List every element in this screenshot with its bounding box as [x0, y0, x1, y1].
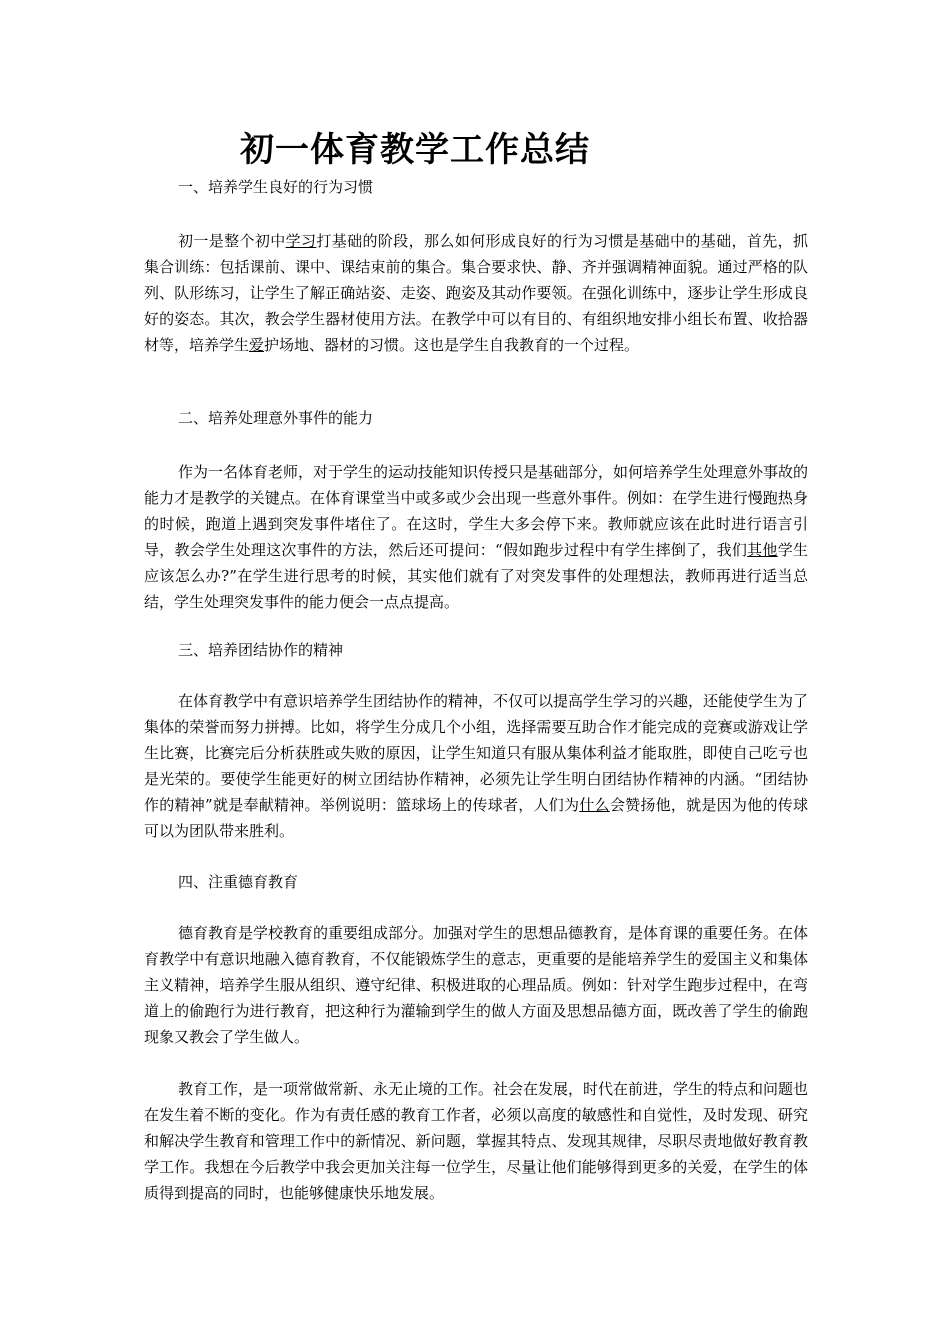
link-ai[interactable]: 爱	[249, 336, 265, 354]
text: 会赞扬他，就是因为他的传球可以为团队带来胜利。	[144, 796, 808, 840]
section-4-heading: 四、注重德育教育	[178, 873, 299, 891]
text: 初一是整个初中	[178, 232, 286, 250]
text: 护场地、器材的习惯。这也是学生自我教育的一个过程。	[264, 336, 640, 354]
closing-paragraph: 教育工作，是一项常做常新、永无止境的工作。社会在发展，时代在前进，学生的特点和问题也在发生着不断的变化。作为有责任感的教育工作者，必须以高度的敏感性和自觉性，及时发现、研究和解决学生教育和管理工作中的新情况、新问题，掌握其特点、发现其规律，尽职尽责地做好教育教学工作。我想在今后教学中我会更加关注每一位学生，尽量让他们能够得到更多的关爱，在学生的体质得到提高的同时，也能够健康快乐地发展。	[144, 1080, 809, 1202]
section-2-paragraph	[144, 459, 808, 615]
text: 在体育教学中有意识培养学生团结协作的精神，不仅可以提高学生学习的兴趣，还能使学生为了集体的荣誉而努力拼搏。比如，将学生分成几个小组，选择需要互助合作才能完成的竞赛或游戏让学生比赛，比赛完后分析获胜或失败的原因，让学生知道只有服从集体利益才能取胜，即使自己吃亏也是光荣的。要使学生能更好的树立团结协作精神，必须先让学生明白团结协作精神的内涵。“团结协作的精神”就是奉献精神。举例说明：篮球场上的传球者，人们为	[144, 692, 809, 814]
section-4-paragraph: 德育教育是学校教育的重要组成部分。加强对学生的思想品德教育，是体育课的重要任务。在体育教学中有意识地融入德育教育，不仅能锻炼学生的意志，更重要的是能培养学生的爱国主义和集体主义精神，培养学生服从组织、遵守纪律、积极进取的心理品质。例如：针对学生跑步过程中，在弯道上的偷跑行为进行教育，把这种行为灌输到学生的做人方面及思想品德方面，既改善了学生的偷跑现象又教会了学生做人。	[144, 924, 809, 1046]
section-3-heading: 三、培养团结协作的精神	[178, 641, 344, 659]
link-qita[interactable]: 其他	[747, 541, 778, 559]
text: 打基础的阶段，那么如何形成良好的行为习惯是基础中的基础，首先，抓集合训练：包括课前、课中、课结束前的集合。集合要求快、静、齐并强调精神面貌。通过严格的队列、队形练习，让学生了解正确站姿、走姿、跑姿及其动作要领。在强化训练中，逐步让学生形成良好的姿态。其次，教会学生器材使用方法。在教学中可以有目的、有组织地安排小组长布置、收拾器材等，培养学生	[144, 232, 808, 354]
document-title: 初一体育教学工作总结	[240, 130, 590, 170]
text: 学生应该怎么办?”在学生进行思考的时候，其实他们就有了对突发事件的处理想法，教师再进行适当总结，学生处理突发事件的能力便会一点点提高。	[144, 541, 808, 611]
link-shenme[interactable]: 什么	[579, 796, 610, 814]
section-1-heading: 一、培养学生良好的行为习惯	[178, 178, 374, 196]
section-2-heading: 二、培养处理意外事件的能力	[178, 409, 374, 427]
link-xuexi[interactable]: 学习	[285, 232, 317, 250]
section-3-paragraph	[144, 688, 808, 844]
section-1-paragraph	[144, 228, 808, 358]
text: 作为一名体育老师，对于学生的运动技能知识传授只是基础部分，如何培养学生处理意外事故的能力才是教学的关键点。在体育课堂当中或多或少会出现一些意外事件。例如：在学生进行慢跑热身的时候，跑道上遇到突发事件堵住了。在这时，学生大多会停下来。教师就应该在此时进行语言引导，教会学生处理这次事件的方法，然后还可提问：“假如跑步过程中有学生摔倒了，我们	[144, 463, 809, 559]
